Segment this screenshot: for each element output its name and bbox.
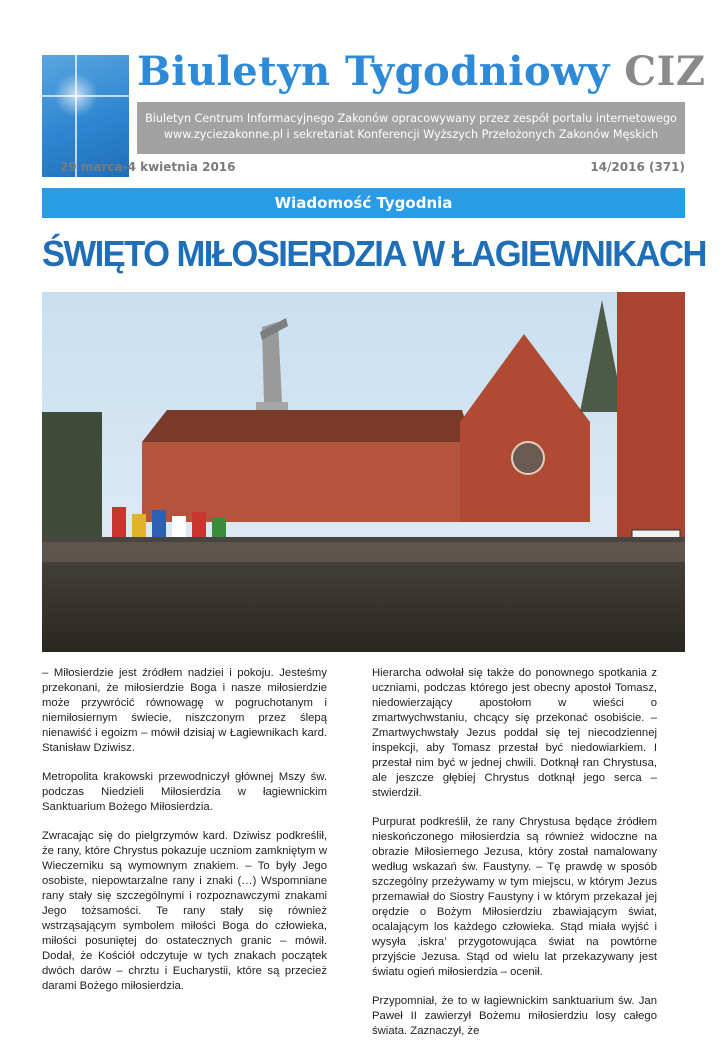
section-banner: Wiadomość Tygodnia — [42, 188, 685, 218]
photo-tree-left — [42, 412, 102, 552]
photo-crowd-highlight — [42, 542, 685, 562]
article-paragraph: Hierarcha odwołał się także do ponownego spotkania z uczniami, podczas którego jest obecny apostoł Tomasz, niedowierzający apostołom w wieści o zmartwychwstaniu, chcący się przekonać osobiście. – Zmartwychwstały Jezus poddał się tej niecodziennej inspekcji, aby Tomasz przestał być niedowiarkiem. I przestał nim być w jednej chwili. Dotknął ran Chrystusa, ale jeszcze głębiej Chrystus dotknął jego serca – stwierdził. — [372, 667, 657, 799]
logo-cross-horizontal — [42, 95, 129, 97]
article-column-left — [42, 666, 327, 1008]
article-photo — [42, 292, 685, 652]
issue-number: 14/2016 (371) — [590, 160, 685, 174]
info-line-2 — [137, 127, 685, 143]
article-paragraph: Przypomniał, że to w łagiewnickim sanktuarium św. Jan Paweł II zawierzył Bożemu miłosierdziu losy całego świata. Zaznaczył, że — [372, 995, 657, 1037]
article-paragraph: Zwracając się do pielgrzymów kard. Dziwisz podkreślił, że rany, które Chrystus pokazuje uczniom zamkniętym w Wieczerniku są wymownym znakiem. – To były Jego osobiste, niepowtarzalne rany i znaki (…) Wspomniane rany stały się szczególnymi i rozpoznawczymi znakami Jego tożsamości. Te rany stały się również wstrząsającym symbolem miłości Boga do człowieka, miłości posuniętej do ostatecznych granic – mówił. Dodał, że Kościół odczytuje w tych znakach początek dwóch darów – chrztu i Eucharystii, które są przecież darami Bożego miłosierdzia. — [42, 830, 327, 992]
logo — [42, 55, 129, 177]
photo-flag — [112, 507, 126, 537]
article-paragraph: – Miłosierdzie jest źródłem nadziei i pokoju. Jesteśmy przekonani, że miłosierdzie Boga i nasze miłosierdzie może przywrócić równowagę w pogruchotanym i niemiłosiernym świecie, niszczonym przez ślepą nienawiść i egoizm – mówił dzisiaj w Łagiewnikach kard. Stanisław Dziwisz. — [42, 667, 327, 754]
masthead-title — [137, 48, 706, 98]
info-line-2-rest: i sekretariat Konferencji Wyższych Przełożonych Zakonów Męskich — [283, 128, 659, 141]
masthead-info-bar — [137, 102, 685, 154]
photo-roof-main — [142, 410, 472, 442]
issue-dates: 29 marca-4 kwietnia 2016 — [60, 160, 236, 174]
info-line-1: Biuletyn Centrum Informacyjnego Zakonów opracowywany przez zespół portalu internetowego — [145, 112, 677, 125]
photo-rose-window — [512, 442, 544, 474]
site-link[interactable]: www.zyciezakonne.pl — [163, 128, 283, 141]
photo-building-main — [142, 442, 472, 522]
article-headline: ŚWIĘTO MIŁOSIERDZIA W ŁAGIEWNIKACH — [42, 233, 706, 274]
masthead-title-ciz: CIZ — [624, 48, 706, 95]
article-paragraph: Metropolita krakowski przewodniczył głównej Mszy św. podczas Niedzieli Miłosierdzia w łagiewnickim Sanktuarium Bożego Miłosierdzia. — [42, 771, 327, 813]
photo-flag — [152, 510, 166, 540]
article-column-right — [372, 666, 657, 1053]
issue-line — [42, 160, 685, 176]
masthead-title-main: Biuletyn Tygodniowy — [137, 48, 610, 95]
logo-cross-vertical — [75, 55, 77, 177]
article-paragraph: Purpurat podkreślił, że rany Chrystusa będące źródłem nieskończonego miłosierdzia są również widoczne na obrazie Miłosiernego Jezusa, który został namalowany według wskazań św. Faustyny. – Tę prawdę w sposób szczególny przeżywamy w tym miejscu, w którym Jezus przemawiał do Siostry Faustyny i w którym przekazał jej orędzie o Bożym Miłosierdziu zbawiającym świat, ocalającym los każdego człowieka. Stąd miała wyjść i wysyła ‚iskra’ przygotowująca świat na powtórne przyjście Jezusa. Stąd od wielu lat przekazywany jest światu ogień miłosierdzia – ocenił. — [372, 816, 657, 978]
